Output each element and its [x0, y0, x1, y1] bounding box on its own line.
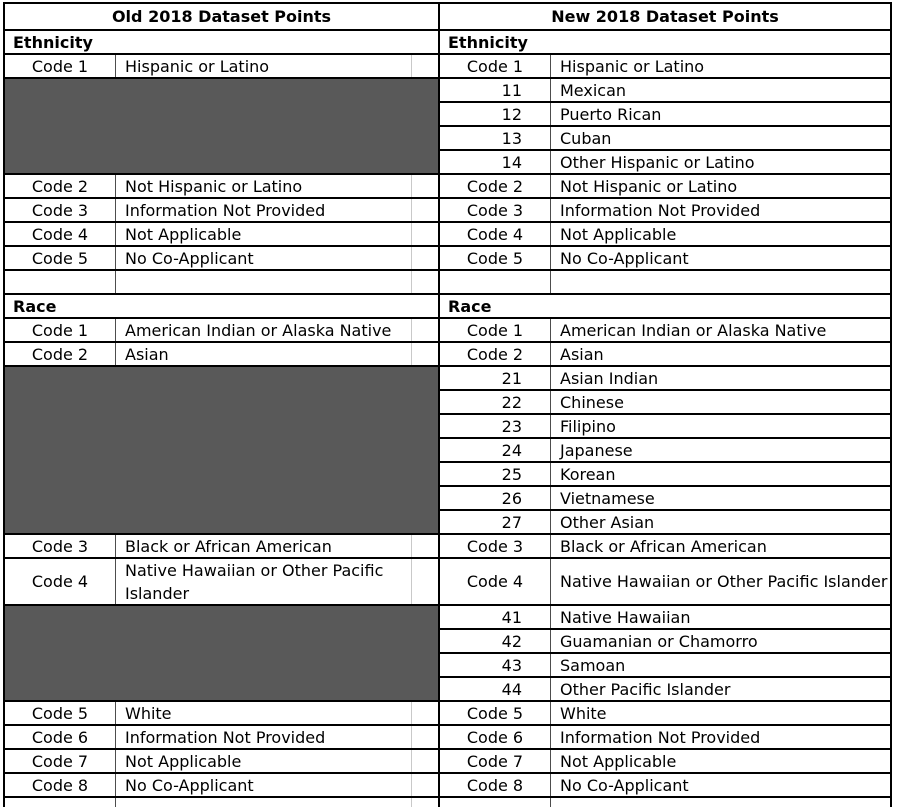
table-row-subcode — [440, 463, 890, 487]
table-row — [5, 559, 438, 606]
table-title: New 2018 Dataset Points — [551, 7, 779, 26]
description-cell — [116, 271, 412, 293]
spacer-cell — [412, 223, 438, 245]
code-cell: Code 5 — [5, 247, 116, 269]
description-cell: White — [560, 703, 607, 723]
table-row-subcode — [440, 439, 890, 463]
description-cell: American Indian or Alaska Native — [560, 320, 827, 340]
code-cell: Code 1 — [440, 55, 551, 77]
description-cell — [551, 271, 890, 293]
code-cell: Code 6 — [440, 726, 551, 748]
description-cell: Guamanian or Chamorro — [560, 631, 758, 651]
code-cell: 13 — [440, 127, 551, 149]
spacer-cell — [412, 247, 438, 269]
table-row — [5, 175, 438, 199]
description-cell: Native Hawaiian or Other Pacific Islander — [560, 572, 888, 591]
description-cell: Korean — [560, 464, 616, 484]
description-cell: Other Pacific Islander — [560, 679, 731, 699]
spacer-cell — [412, 726, 438, 748]
table-row-subcode — [440, 630, 890, 654]
spacer-cell — [412, 774, 438, 796]
description-cell: American Indian or Alaska Native — [116, 319, 412, 341]
section-label: Race — [13, 296, 57, 316]
table-row — [440, 726, 890, 750]
code-cell: 24 — [440, 439, 551, 461]
redacted-block — [5, 79, 438, 175]
description-cell: Puerto Rican — [560, 104, 662, 124]
code-cell: Code 5 — [5, 702, 116, 724]
code-cell: Code 1 — [440, 319, 551, 341]
code-cell: Code 7 — [5, 750, 116, 772]
table-row-subcode — [440, 654, 890, 678]
spacer-cell — [412, 798, 438, 807]
code-cell: Code 6 — [5, 726, 116, 748]
new-dataset-table — [438, 2, 892, 807]
section-label: Ethnicity — [13, 32, 93, 52]
section-row-ethnicity — [5, 31, 438, 55]
code-cell: 43 — [440, 654, 551, 676]
description-cell: Black or African American — [560, 536, 767, 556]
section-row-race — [440, 295, 890, 319]
description-cell: No Co-Applicant — [560, 775, 689, 795]
old-dataset-rows — [5, 31, 438, 807]
code-cell: Code 7 — [440, 750, 551, 772]
code-cell: Code 4 — [5, 559, 116, 604]
description-cell: Information Not Provided — [116, 726, 412, 748]
table-row-subcode — [440, 415, 890, 439]
code-cell: 26 — [440, 487, 551, 509]
redaction-overlay — [5, 367, 438, 533]
code-cell: Code 1 — [5, 319, 116, 341]
code-cell: 42 — [440, 630, 551, 652]
table-row — [440, 247, 890, 271]
table-title-row — [440, 4, 890, 31]
table-row-subcode — [440, 127, 890, 151]
description-cell: Information Not Provided — [560, 200, 761, 220]
table-row — [5, 750, 438, 774]
description-cell: Hispanic or Latino — [116, 55, 412, 77]
code-cell: 23 — [440, 415, 551, 437]
section-row-race — [5, 295, 438, 319]
partial-row — [5, 798, 438, 807]
code-cell: Code 4 — [5, 223, 116, 245]
description-cell: Vietnamese — [560, 488, 655, 508]
spacer-cell — [412, 343, 438, 365]
description-cell: Black or African American — [116, 535, 412, 557]
code-cell: Code 2 — [5, 343, 116, 365]
description-cell: Chinese — [560, 392, 624, 412]
description-cell: Not Applicable — [116, 223, 412, 245]
code-cell: 21 — [440, 367, 551, 389]
table-row — [440, 559, 890, 606]
table-row — [440, 199, 890, 223]
description-cell: Information Not Provided — [116, 199, 412, 221]
table-row — [5, 223, 438, 247]
code-cell: Code 4 — [440, 223, 551, 245]
code-cell — [5, 798, 116, 807]
description-cell — [551, 798, 890, 807]
code-cell: 22 — [440, 391, 551, 413]
code-cell: 44 — [440, 678, 551, 700]
code-cell: Code 1 — [5, 55, 116, 77]
table-title-row — [5, 4, 438, 31]
table-row — [5, 55, 438, 79]
description-cell: Not Applicable — [560, 224, 677, 244]
description-cell: No Co-Applicant — [560, 248, 689, 268]
table-row-subcode — [440, 487, 890, 511]
old-dataset-table — [3, 2, 438, 807]
spacer-cell — [412, 55, 438, 77]
partial-row — [440, 798, 890, 807]
spacer-cell — [412, 750, 438, 772]
table-title: Old 2018 Dataset Points — [111, 7, 332, 26]
table-row — [5, 774, 438, 798]
table-row-subcode — [440, 511, 890, 535]
description-cell: Asian — [116, 343, 412, 365]
table-row — [440, 535, 890, 559]
redacted-block — [5, 367, 438, 535]
code-cell — [5, 271, 116, 293]
description-cell: Asian Indian — [560, 368, 659, 388]
spacer-cell — [412, 702, 438, 724]
description-cell: Native Hawaiian — [560, 607, 691, 627]
table-row — [5, 247, 438, 271]
description-cell: Not Applicable — [116, 750, 412, 772]
section-label: Race — [448, 296, 492, 316]
code-cell: Code 3 — [440, 199, 551, 221]
redaction-overlay — [5, 606, 438, 700]
table-row — [5, 199, 438, 223]
description-cell: Other Hispanic or Latino — [560, 152, 755, 172]
table-row — [440, 343, 890, 367]
description-cell: Native Hawaiian or Other Pacific Islander — [116, 559, 412, 604]
new-dataset-rows — [440, 31, 890, 807]
code-cell — [440, 271, 551, 293]
code-cell: Code 2 — [440, 343, 551, 365]
table-row-subcode — [440, 678, 890, 702]
description-cell: Mexican — [560, 80, 627, 100]
code-cell: Code 5 — [440, 702, 551, 724]
code-cell: Code 3 — [440, 535, 551, 557]
description-cell: Information Not Provided — [560, 727, 761, 747]
table-row-subcode — [440, 367, 890, 391]
table-row — [5, 726, 438, 750]
description-cell: Hispanic or Latino — [560, 56, 705, 76]
table-row-subcode — [440, 79, 890, 103]
code-cell — [440, 798, 551, 807]
description-cell: Cuban — [560, 128, 612, 148]
table-row — [440, 175, 890, 199]
section-label: Ethnicity — [448, 32, 528, 52]
table-row — [5, 535, 438, 559]
table-row-subcode — [440, 103, 890, 127]
code-cell: 27 — [440, 511, 551, 533]
table-row — [440, 319, 890, 343]
document-canvas — [3, 2, 892, 807]
description-cell: Samoan — [560, 655, 626, 675]
description-cell: No Co-Applicant — [116, 247, 412, 269]
code-cell: Code 4 — [440, 559, 551, 604]
description-cell: No Co-Applicant — [116, 774, 412, 796]
section-row-ethnicity — [440, 31, 890, 55]
code-cell: Code 8 — [5, 774, 116, 796]
code-cell: 12 — [440, 103, 551, 125]
spacer-cell — [412, 559, 438, 604]
table-row — [5, 343, 438, 367]
code-cell: Code 2 — [440, 175, 551, 197]
description-cell: Not Hispanic or Latino — [116, 175, 412, 197]
table-row — [440, 223, 890, 247]
table-row — [5, 702, 438, 726]
spacer-cell — [412, 535, 438, 557]
code-cell: Code 5 — [440, 247, 551, 269]
code-cell: Code 3 — [5, 535, 116, 557]
redaction-overlay — [5, 79, 438, 173]
description-cell: White — [116, 702, 412, 724]
code-cell: 25 — [440, 463, 551, 485]
empty-row — [440, 271, 890, 295]
table-row — [440, 702, 890, 726]
code-cell: 41 — [440, 606, 551, 628]
table-row — [440, 774, 890, 798]
description-cell: Asian — [560, 344, 604, 364]
table-row-subcode — [440, 151, 890, 175]
redacted-block — [5, 606, 438, 702]
description-cell: Not Hispanic or Latino — [560, 176, 738, 196]
code-cell: Code 2 — [5, 175, 116, 197]
description-cell: Not Applicable — [560, 751, 677, 771]
table-row — [440, 750, 890, 774]
code-cell: 14 — [440, 151, 551, 173]
table-row-subcode — [440, 606, 890, 630]
empty-row — [5, 271, 438, 295]
table-row-subcode — [440, 391, 890, 415]
table-row — [440, 55, 890, 79]
spacer-cell — [412, 175, 438, 197]
description-cell: Japanese — [560, 440, 633, 460]
description-cell: Other Asian — [560, 512, 655, 532]
code-cell: 11 — [440, 79, 551, 101]
spacer-cell — [412, 199, 438, 221]
spacer-cell — [412, 319, 438, 341]
code-cell: Code 3 — [5, 199, 116, 221]
description-cell — [116, 798, 412, 807]
code-cell: Code 8 — [440, 774, 551, 796]
description-cell: Filipino — [560, 416, 616, 436]
table-row — [5, 319, 438, 343]
spacer-cell — [412, 271, 438, 293]
